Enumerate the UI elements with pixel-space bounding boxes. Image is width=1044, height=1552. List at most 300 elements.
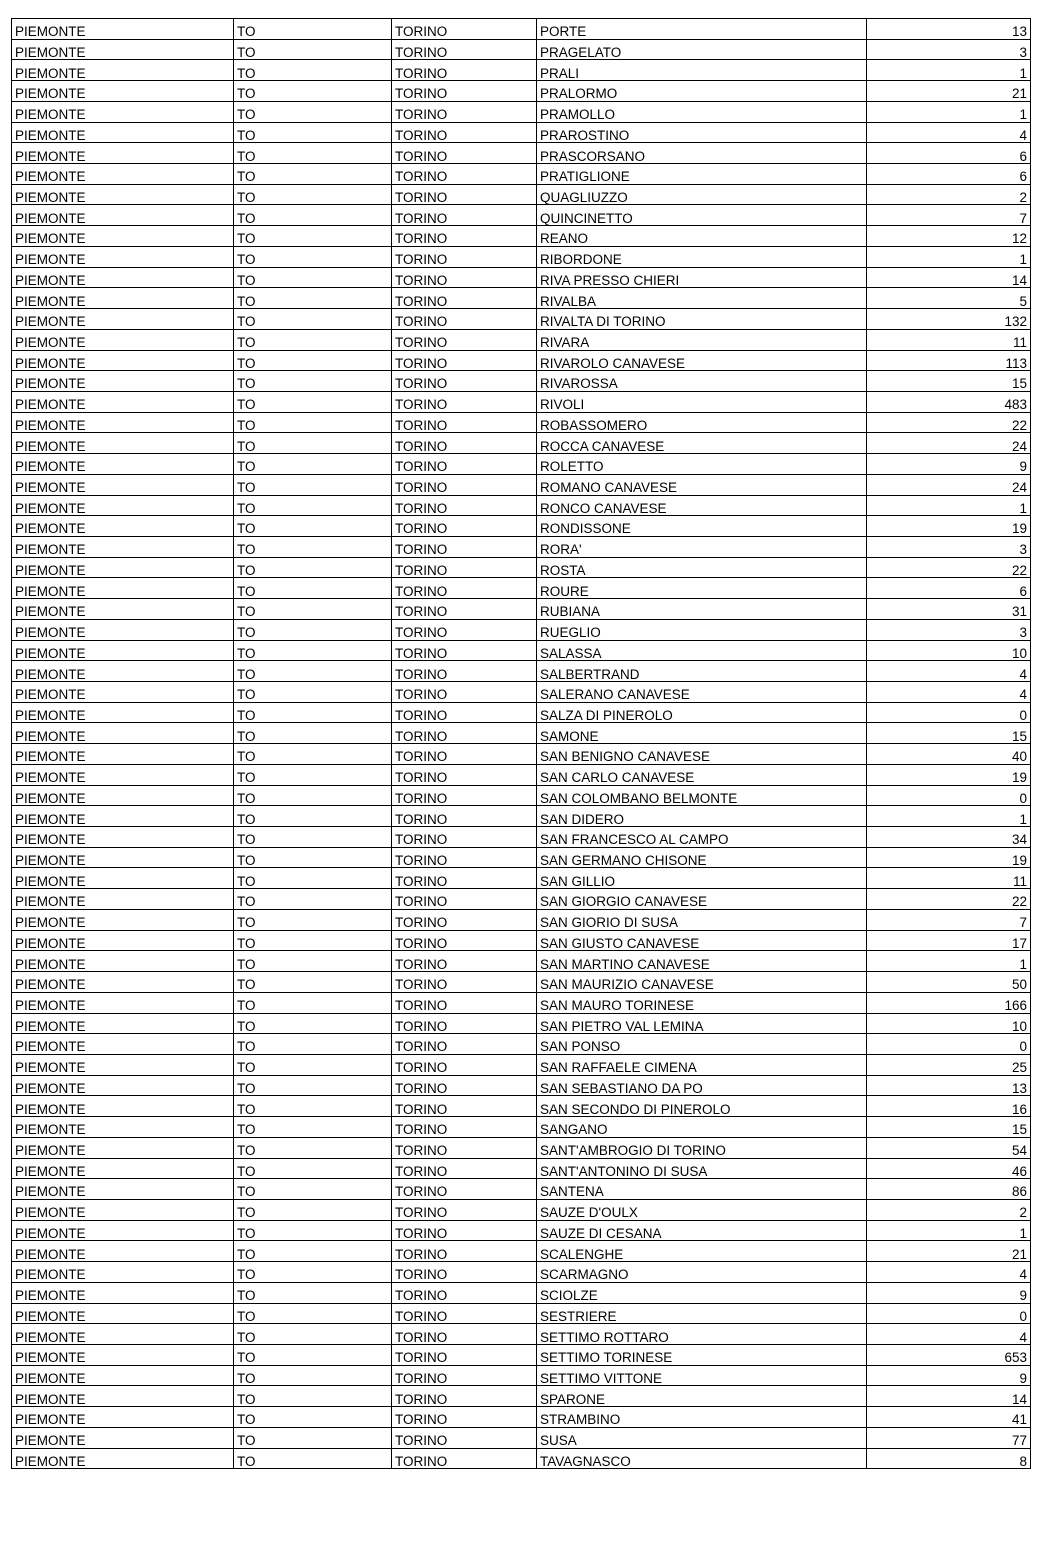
value-cell: 10 (867, 1013, 1031, 1034)
prov-code-cell: TO (234, 723, 392, 744)
value-cell: 1 (867, 246, 1031, 267)
province-cell: TORINO (392, 785, 537, 806)
value-cell: 13 (867, 19, 1031, 40)
comune-cell: PRATIGLIONE (537, 164, 867, 185)
region-cell: PIEMONTE (12, 972, 234, 993)
prov-code-cell: TO (234, 1448, 392, 1469)
region-cell: PIEMONTE (12, 723, 234, 744)
table-row (12, 682, 1031, 703)
prov-code-cell: TO (234, 889, 392, 910)
value-cell: 1 (867, 951, 1031, 972)
region-cell: PIEMONTE (12, 909, 234, 930)
comune-cell: TAVAGNASCO (537, 1448, 867, 1469)
comune-cell: STRAMBINO (537, 1407, 867, 1428)
value-cell: 14 (867, 1386, 1031, 1407)
prov-code-cell: TO (234, 1386, 392, 1407)
comune-cell: SALASSA (537, 640, 867, 661)
value-cell: 4 (867, 682, 1031, 703)
value-cell: 1 (867, 1220, 1031, 1241)
province-cell: TORINO (392, 1448, 537, 1469)
province-cell: TORINO (392, 433, 537, 454)
region-cell: PIEMONTE (12, 1075, 234, 1096)
comune-cell: SESTRIERE (537, 1303, 867, 1324)
province-cell: TORINO (392, 1262, 537, 1283)
value-cell: 0 (867, 1034, 1031, 1055)
region-cell: PIEMONTE (12, 578, 234, 599)
province-cell: TORINO (392, 1117, 537, 1138)
value-cell: 9 (867, 1365, 1031, 1386)
table-row (12, 1179, 1031, 1200)
comune-cell: SAN MAURIZIO CANAVESE (537, 972, 867, 993)
table-row (12, 474, 1031, 495)
region-cell: PIEMONTE (12, 744, 234, 765)
comune-cell: RORA' (537, 536, 867, 557)
province-cell: TORINO (392, 1137, 537, 1158)
table-row (12, 868, 1031, 889)
comune-cell: SETTIMO ROTTARO (537, 1324, 867, 1345)
comune-cell: RIVARA (537, 329, 867, 350)
region-cell: PIEMONTE (12, 806, 234, 827)
province-cell: TORINO (392, 1054, 537, 1075)
province-cell: TORINO (392, 930, 537, 951)
value-cell: 2 (867, 184, 1031, 205)
table-row (12, 1427, 1031, 1448)
prov-code-cell: TO (234, 827, 392, 848)
comune-cell: PORTE (537, 19, 867, 40)
prov-code-cell: TO (234, 164, 392, 185)
table-row (12, 101, 1031, 122)
table-row (12, 122, 1031, 143)
prov-code-cell: TO (234, 1303, 392, 1324)
province-cell: TORINO (392, 101, 537, 122)
region-cell: PIEMONTE (12, 1199, 234, 1220)
province-cell: TORINO (392, 267, 537, 288)
comune-cell: SAN SEBASTIANO DA PO (537, 1075, 867, 1096)
province-cell: TORINO (392, 1386, 537, 1407)
prov-code-cell: TO (234, 847, 392, 868)
region-cell: PIEMONTE (12, 39, 234, 60)
comune-cell: PRASCORSANO (537, 143, 867, 164)
province-cell: TORINO (392, 205, 537, 226)
value-cell: 1 (867, 101, 1031, 122)
value-cell: 5 (867, 288, 1031, 309)
region-cell: PIEMONTE (12, 1427, 234, 1448)
prov-code-cell: TO (234, 309, 392, 330)
comune-cell: SAUZE DI CESANA (537, 1220, 867, 1241)
comune-cell: SETTIMO TORINESE (537, 1345, 867, 1366)
value-cell: 12 (867, 226, 1031, 247)
value-cell: 11 (867, 868, 1031, 889)
prov-code-cell: TO (234, 1241, 392, 1262)
comune-cell: SAN GILLIO (537, 868, 867, 889)
table-row (12, 1365, 1031, 1386)
comune-cell: SANGANO (537, 1117, 867, 1138)
region-cell: PIEMONTE (12, 1241, 234, 1262)
region-cell: PIEMONTE (12, 640, 234, 661)
table-row (12, 454, 1031, 475)
region-cell: PIEMONTE (12, 60, 234, 81)
province-cell: TORINO (392, 992, 537, 1013)
prov-code-cell: TO (234, 930, 392, 951)
value-cell: 4 (867, 1324, 1031, 1345)
comune-cell: PRALI (537, 60, 867, 81)
region-cell: PIEMONTE (12, 122, 234, 143)
prov-code-cell: TO (234, 474, 392, 495)
prov-code-cell: TO (234, 1158, 392, 1179)
comune-cell: QUINCINETTO (537, 205, 867, 226)
comune-cell: SCIOLZE (537, 1282, 867, 1303)
province-cell: TORINO (392, 495, 537, 516)
province-cell: TORINO (392, 1241, 537, 1262)
province-cell: TORINO (392, 640, 537, 661)
comune-cell: RIVALTA DI TORINO (537, 309, 867, 330)
region-cell: PIEMONTE (12, 288, 234, 309)
comune-cell: ROURE (537, 578, 867, 599)
region-cell: PIEMONTE (12, 536, 234, 557)
table-row (12, 744, 1031, 765)
region-cell: PIEMONTE (12, 1096, 234, 1117)
region-cell: PIEMONTE (12, 992, 234, 1013)
value-cell: 2 (867, 1199, 1031, 1220)
comune-cell: RUEGLIO (537, 619, 867, 640)
province-cell: TORINO (392, 599, 537, 620)
comune-cell: SAN FRANCESCO AL CAMPO (537, 827, 867, 848)
comune-cell: SALBERTRAND (537, 661, 867, 682)
value-cell: 25 (867, 1054, 1031, 1075)
comune-cell: RONDISSONE (537, 516, 867, 537)
region-cell: PIEMONTE (12, 702, 234, 723)
province-cell: TORINO (392, 391, 537, 412)
region-cell: PIEMONTE (12, 1262, 234, 1283)
province-cell: TORINO (392, 474, 537, 495)
province-cell: TORINO (392, 972, 537, 993)
prov-code-cell: TO (234, 1324, 392, 1345)
province-cell: TORINO (392, 309, 537, 330)
region-cell: PIEMONTE (12, 1345, 234, 1366)
prov-code-cell: TO (234, 101, 392, 122)
value-cell: 1 (867, 806, 1031, 827)
comune-cell: ROSTA (537, 557, 867, 578)
region-cell: PIEMONTE (12, 164, 234, 185)
table-row (12, 1199, 1031, 1220)
value-cell: 21 (867, 1241, 1031, 1262)
region-cell: PIEMONTE (12, 661, 234, 682)
value-cell: 4 (867, 661, 1031, 682)
prov-code-cell: TO (234, 205, 392, 226)
table-row (12, 1345, 1031, 1366)
province-cell: TORINO (392, 122, 537, 143)
value-cell: 22 (867, 557, 1031, 578)
comune-cell: SAN RAFFAELE CIMENA (537, 1054, 867, 1075)
comune-cell: RIVAROSSA (537, 371, 867, 392)
province-cell: TORINO (392, 619, 537, 640)
table-row (12, 164, 1031, 185)
comune-cell: SAN COLOMBANO BELMONTE (537, 785, 867, 806)
comune-cell: RIBORDONE (537, 246, 867, 267)
prov-code-cell: TO (234, 972, 392, 993)
province-cell: TORINO (392, 1324, 537, 1345)
comune-cell: RIVALBA (537, 288, 867, 309)
value-cell: 113 (867, 350, 1031, 371)
comune-cell: ROLETTO (537, 454, 867, 475)
prov-code-cell: TO (234, 1345, 392, 1366)
region-cell: PIEMONTE (12, 1324, 234, 1345)
prov-code-cell: TO (234, 1199, 392, 1220)
prov-code-cell: TO (234, 992, 392, 1013)
data-sheet (11, 18, 1031, 1469)
province-cell: TORINO (392, 682, 537, 703)
comune-cell: RONCO CANAVESE (537, 495, 867, 516)
table-row (12, 1075, 1031, 1096)
province-cell: TORINO (392, 60, 537, 81)
region-cell: PIEMONTE (12, 226, 234, 247)
province-cell: TORINO (392, 184, 537, 205)
province-cell: TORINO (392, 164, 537, 185)
table-row (12, 1324, 1031, 1345)
region-cell: PIEMONTE (12, 1034, 234, 1055)
province-cell: TORINO (392, 454, 537, 475)
value-cell: 4 (867, 122, 1031, 143)
value-cell: 19 (867, 847, 1031, 868)
region-cell: PIEMONTE (12, 930, 234, 951)
region-cell: PIEMONTE (12, 474, 234, 495)
table-row (12, 1117, 1031, 1138)
table-row (12, 205, 1031, 226)
comune-cell: SAN DIDERO (537, 806, 867, 827)
prov-code-cell: TO (234, 578, 392, 599)
province-cell: TORINO (392, 702, 537, 723)
prov-code-cell: TO (234, 433, 392, 454)
value-cell: 31 (867, 599, 1031, 620)
value-cell: 7 (867, 205, 1031, 226)
table-row (12, 557, 1031, 578)
prov-code-cell: TO (234, 246, 392, 267)
prov-code-cell: TO (234, 1427, 392, 1448)
comune-cell: SALZA DI PINEROLO (537, 702, 867, 723)
table-row (12, 619, 1031, 640)
region-cell: PIEMONTE (12, 682, 234, 703)
prov-code-cell: TO (234, 1365, 392, 1386)
table-row (12, 1013, 1031, 1034)
comune-cell: SANTENA (537, 1179, 867, 1200)
prov-code-cell: TO (234, 785, 392, 806)
prov-code-cell: TO (234, 557, 392, 578)
value-cell: 77 (867, 1427, 1031, 1448)
comune-cell: SAN PIETRO VAL LEMINA (537, 1013, 867, 1034)
region-cell: PIEMONTE (12, 619, 234, 640)
value-cell: 6 (867, 578, 1031, 599)
prov-code-cell: TO (234, 184, 392, 205)
prov-code-cell: TO (234, 1179, 392, 1200)
region-cell: PIEMONTE (12, 391, 234, 412)
province-cell: TORINO (392, 744, 537, 765)
region-cell: PIEMONTE (12, 951, 234, 972)
table-row (12, 909, 1031, 930)
province-cell: TORINO (392, 1096, 537, 1117)
province-cell: TORINO (392, 1075, 537, 1096)
value-cell: 8 (867, 1448, 1031, 1469)
value-cell: 34 (867, 827, 1031, 848)
table-row (12, 992, 1031, 1013)
province-cell: TORINO (392, 661, 537, 682)
value-cell: 22 (867, 412, 1031, 433)
value-cell: 0 (867, 702, 1031, 723)
value-cell: 22 (867, 889, 1031, 910)
comune-cell: SETTIMO VITTONE (537, 1365, 867, 1386)
region-cell: PIEMONTE (12, 764, 234, 785)
province-cell: TORINO (392, 1282, 537, 1303)
comune-cell: RIVAROLO CANAVESE (537, 350, 867, 371)
value-cell: 3 (867, 536, 1031, 557)
value-cell: 1 (867, 60, 1031, 81)
prov-code-cell: TO (234, 329, 392, 350)
comune-cell: RIVOLI (537, 391, 867, 412)
table-row (12, 1220, 1031, 1241)
province-cell: TORINO (392, 412, 537, 433)
comune-cell: RIVA PRESSO CHIERI (537, 267, 867, 288)
province-cell: TORINO (392, 516, 537, 537)
prov-code-cell: TO (234, 764, 392, 785)
table-row (12, 267, 1031, 288)
value-cell: 11 (867, 329, 1031, 350)
region-cell: PIEMONTE (12, 868, 234, 889)
value-cell: 15 (867, 371, 1031, 392)
value-cell: 3 (867, 39, 1031, 60)
table-row (12, 1407, 1031, 1428)
table-row (12, 723, 1031, 744)
comune-cell: SCARMAGNO (537, 1262, 867, 1283)
prov-code-cell: TO (234, 288, 392, 309)
prov-code-cell: TO (234, 226, 392, 247)
region-cell: PIEMONTE (12, 599, 234, 620)
prov-code-cell: TO (234, 536, 392, 557)
prov-code-cell: TO (234, 1013, 392, 1034)
region-cell: PIEMONTE (12, 557, 234, 578)
prov-code-cell: TO (234, 81, 392, 102)
value-cell: 166 (867, 992, 1031, 1013)
value-cell: 483 (867, 391, 1031, 412)
value-cell: 6 (867, 143, 1031, 164)
prov-code-cell: TO (234, 143, 392, 164)
table-row (12, 1034, 1031, 1055)
prov-code-cell: TO (234, 1282, 392, 1303)
comune-cell: SAN MARTINO CANAVESE (537, 951, 867, 972)
value-cell: 50 (867, 972, 1031, 993)
comune-cell: PRAGELATO (537, 39, 867, 60)
comune-cell: REANO (537, 226, 867, 247)
province-cell: TORINO (392, 371, 537, 392)
value-cell: 9 (867, 454, 1031, 475)
table-row (12, 847, 1031, 868)
region-cell: PIEMONTE (12, 1282, 234, 1303)
value-cell: 40 (867, 744, 1031, 765)
table-row (12, 19, 1031, 40)
region-cell: PIEMONTE (12, 246, 234, 267)
prov-code-cell: TO (234, 495, 392, 516)
province-cell: TORINO (392, 1220, 537, 1241)
province-cell: TORINO (392, 246, 537, 267)
table-row (12, 536, 1031, 557)
table-row (12, 1262, 1031, 1283)
region-cell: PIEMONTE (12, 433, 234, 454)
value-cell: 41 (867, 1407, 1031, 1428)
province-cell: TORINO (392, 1303, 537, 1324)
province-cell: TORINO (392, 847, 537, 868)
comune-cell: SAN GIORGIO CANAVESE (537, 889, 867, 910)
region-cell: PIEMONTE (12, 19, 234, 40)
table-row (12, 827, 1031, 848)
table-row (12, 1054, 1031, 1075)
table-row (12, 1282, 1031, 1303)
province-cell: TORINO (392, 1158, 537, 1179)
province-cell: TORINO (392, 806, 537, 827)
table-row (12, 951, 1031, 972)
value-cell: 21 (867, 81, 1031, 102)
table-row (12, 806, 1031, 827)
region-cell: PIEMONTE (12, 1448, 234, 1469)
province-cell: TORINO (392, 827, 537, 848)
value-cell: 19 (867, 516, 1031, 537)
province-cell: TORINO (392, 764, 537, 785)
table-row (12, 599, 1031, 620)
prov-code-cell: TO (234, 1407, 392, 1428)
region-cell: PIEMONTE (12, 1365, 234, 1386)
prov-code-cell: TO (234, 1034, 392, 1055)
province-cell: TORINO (392, 1427, 537, 1448)
comune-cell: PRAROSTINO (537, 122, 867, 143)
table-row (12, 350, 1031, 371)
province-cell: TORINO (392, 723, 537, 744)
table-row (12, 640, 1031, 661)
prov-code-cell: TO (234, 661, 392, 682)
table-row (12, 288, 1031, 309)
value-cell: 46 (867, 1158, 1031, 1179)
comune-cell: SCALENGHE (537, 1241, 867, 1262)
municipality-table (11, 18, 1031, 1469)
table-row (12, 1241, 1031, 1262)
region-cell: PIEMONTE (12, 1137, 234, 1158)
prov-code-cell: TO (234, 640, 392, 661)
region-cell: PIEMONTE (12, 454, 234, 475)
comune-cell: ROBASSOMERO (537, 412, 867, 433)
prov-code-cell: TO (234, 868, 392, 889)
region-cell: PIEMONTE (12, 516, 234, 537)
province-cell: TORINO (392, 909, 537, 930)
comune-cell: ROMANO CANAVESE (537, 474, 867, 495)
table-row (12, 39, 1031, 60)
value-cell: 7 (867, 909, 1031, 930)
value-cell: 1 (867, 495, 1031, 516)
prov-code-cell: TO (234, 619, 392, 640)
value-cell: 86 (867, 1179, 1031, 1200)
prov-code-cell: TO (234, 1117, 392, 1138)
province-cell: TORINO (392, 557, 537, 578)
prov-code-cell: TO (234, 1137, 392, 1158)
prov-code-cell: TO (234, 744, 392, 765)
table-row (12, 184, 1031, 205)
comune-cell: SAMONE (537, 723, 867, 744)
comune-cell: QUAGLIUZZO (537, 184, 867, 205)
province-cell: TORINO (392, 1407, 537, 1428)
region-cell: PIEMONTE (12, 143, 234, 164)
comune-cell: SUSA (537, 1427, 867, 1448)
region-cell: PIEMONTE (12, 350, 234, 371)
prov-code-cell: TO (234, 60, 392, 81)
prov-code-cell: TO (234, 682, 392, 703)
province-cell: TORINO (392, 1013, 537, 1034)
prov-code-cell: TO (234, 454, 392, 475)
value-cell: 0 (867, 1303, 1031, 1324)
